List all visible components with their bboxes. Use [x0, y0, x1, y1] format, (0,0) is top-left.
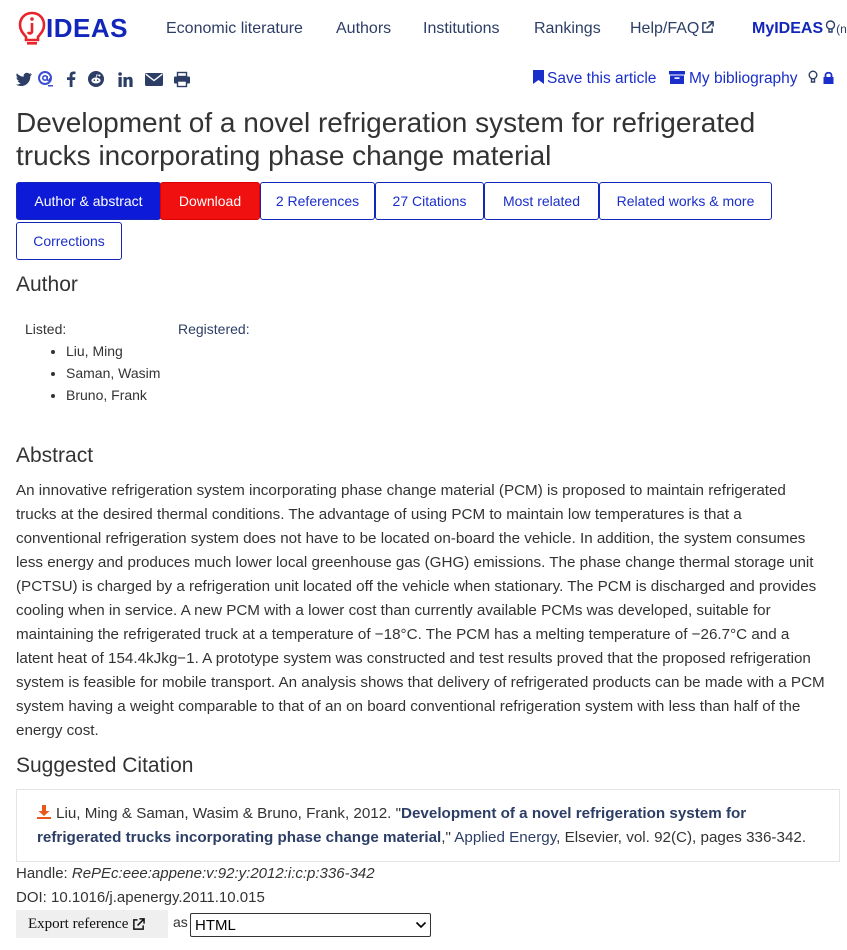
nav-myideas-label: MyIDEAS: [752, 20, 824, 37]
abstract-heading: Abstract: [16, 444, 94, 467]
tab-author-abstract[interactable]: Author & abstract: [16, 182, 161, 220]
doi-row: [16, 889, 265, 906]
save-article-label: Save this article: [547, 70, 657, 87]
linkedin-icon[interactable]: [117, 70, 133, 88]
facebook-icon[interactable]: [63, 70, 79, 88]
citation-title-link[interactable]: Development of a novel refrigeration system for refrigerated trucks incorporating phase change material: [37, 805, 747, 846]
nav-help-faq-label: Help/FAQ: [630, 20, 700, 37]
print-icon[interactable]: [174, 70, 190, 88]
export-format-value: HTML: [195, 916, 236, 934]
external-link-icon: [132, 918, 145, 931]
author-item: • Saman, Wasim: [66, 362, 160, 384]
handle-value: RePEc:eee:appene:v:92:y:2012:i:c:p:336-342: [71, 865, 375, 882]
author-item: • Liu, Ming: [66, 340, 160, 362]
download-icon[interactable]: [37, 805, 51, 819]
doi-value[interactable]: 10.1016/j.apenergy.2011.10.015: [51, 889, 265, 906]
abstract-text: An innovative refrigeration system incorporating phase change material (PCM) is proposed to maintain refrigerated trucks at the desired thermal conditions. The advantage of using PCM to maintain low temperatures is that a conventional refrigeration system does not have to be located on-board the vehicle. In addition, the system consumes less energy and produces much lower local greenhouse gas (GHG) emissions. The phase change thermal storage unit (PCTSU) is charged by a refrigeration unit located off the vehicle when stationary. The PCM is discharged and provides cooling when in service. A new PCM with a lower cost than currently available PCMs was developed, suitable for maintaining the refrigerated truck at a temperature of −18°C. The PCM has a melting temperature of −26.7°C and a latent heat of 154.4kJkg−1. A prototype system was constructed and test results proved that the proposed refrigeration system is feasible for mobile transport. An analysis shows that delivery of refrigerated products can be made with a PCM system having a weight comparable to that of an on board conventional refrigeration system with less than half of the energy cost.: [16, 482, 825, 739]
my-bibliography-label: My bibliography: [689, 70, 798, 87]
registered-label: Registered:: [178, 321, 250, 337]
citation-heading: Suggested Citation: [16, 754, 194, 777]
tab-corrections[interactable]: Corrections: [16, 222, 122, 260]
ideas-logo[interactable]: [16, 9, 136, 49]
author-list: [50, 340, 160, 406]
export-format-select[interactable]: [190, 913, 431, 937]
bookmark-icon: [533, 70, 544, 84]
my-bibliography-link[interactable]: [669, 70, 834, 88]
listed-label: Listed:: [25, 321, 67, 337]
citation-details: , Elsevier, vol. 92(C), pages 336-342.: [556, 829, 807, 846]
export-as-label: as: [173, 914, 188, 930]
export-reference-label: Export reference: [28, 915, 129, 932]
chevron-down-icon: [416, 922, 426, 928]
author-item: • Bruno, Frank: [66, 384, 160, 406]
article-title: Development of a novel refrigeration system for refrigerated trucks incorporating phase change material: [16, 107, 756, 171]
nav-economic-literature[interactable]: Economic literature: [166, 20, 303, 37]
author-heading: Author: [16, 273, 78, 296]
lightbulb-logo-icon: [18, 11, 46, 47]
mastodon-icon[interactable]: [37, 70, 53, 88]
myideas-status: (n: [836, 22, 847, 36]
lightbulb-icon: [825, 20, 836, 34]
twitter-icon[interactable]: [16, 70, 32, 88]
tab-references[interactable]: 2 References: [260, 182, 375, 220]
nav-authors[interactable]: Authors: [336, 20, 392, 37]
nav-institutions[interactable]: Institutions: [423, 20, 500, 37]
tab-most-related[interactable]: Most related: [484, 182, 599, 220]
email-icon[interactable]: [145, 70, 163, 88]
tab-citations[interactable]: 27 Citations: [375, 182, 484, 220]
nav-help-faq[interactable]: [630, 20, 714, 38]
nav-rankings[interactable]: Rankings: [534, 20, 601, 37]
handle-row: [16, 865, 375, 882]
citation-box: [16, 789, 840, 862]
save-article-link[interactable]: [533, 70, 656, 88]
lightbulb-icon: [808, 70, 818, 84]
logo-text: IDEAS: [46, 13, 128, 43]
citation-separator: ,": [441, 829, 455, 846]
citation-journal-link[interactable]: Applied Energy: [454, 829, 557, 846]
nav-myideas[interactable]: [752, 20, 847, 38]
citation-authors-year: Liu, Ming & Saman, Wasim & Bruno, Frank, 2012. ": [56, 805, 402, 822]
tab-related-works[interactable]: Related works & more: [599, 182, 772, 220]
export-reference-button[interactable]: [16, 910, 168, 938]
handle-label: Handle:: [16, 865, 68, 882]
reddit-icon[interactable]: [88, 70, 104, 88]
archive-icon: [669, 71, 685, 84]
lock-icon: [823, 71, 834, 84]
doi-label: DOI:: [16, 889, 47, 906]
tab-download[interactable]: Download: [160, 182, 260, 220]
external-link-icon: [701, 21, 714, 34]
